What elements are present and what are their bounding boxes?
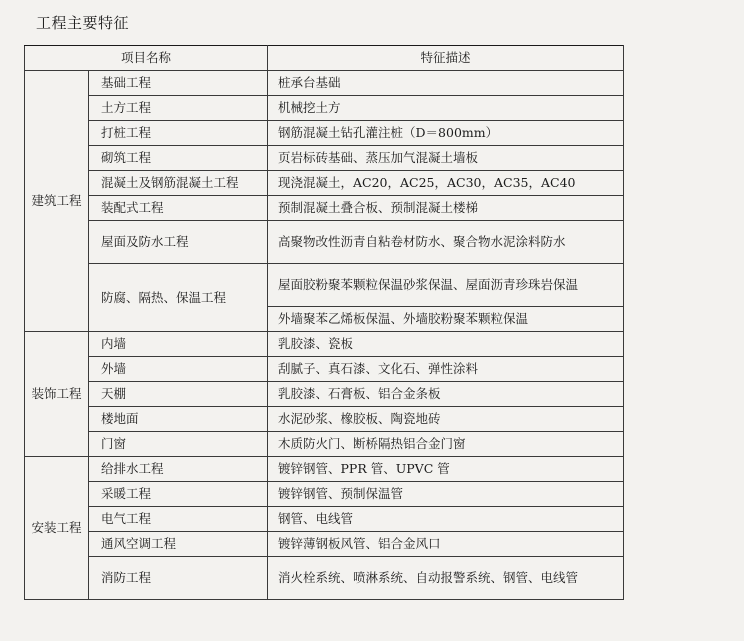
item-cell: 防腐、隔热、保温工程 — [89, 264, 268, 332]
category-cell: 安装工程 — [25, 457, 89, 600]
desc-cell: 镀锌钢管、预制保温管 — [268, 482, 624, 507]
table-header-row — [25, 46, 624, 71]
desc-cell: 乳胶漆、瓷板 — [268, 332, 624, 357]
item-cell: 屋面及防水工程 — [89, 221, 268, 264]
table-row — [25, 146, 624, 171]
table-row — [25, 507, 624, 532]
item-cell: 消防工程 — [89, 557, 268, 600]
table-row — [25, 382, 624, 407]
table-row — [25, 264, 624, 307]
table-row — [25, 357, 624, 382]
category-cell: 装饰工程 — [25, 332, 89, 457]
desc-cell: 屋面胶粉聚苯颗粒保温砂浆保温、屋面沥青珍珠岩保温 — [268, 264, 624, 307]
item-cell: 装配式工程 — [89, 196, 268, 221]
desc-cell: 钢筋混凝土钻孔灌注桩（D＝800mm） — [268, 121, 624, 146]
item-cell: 采暖工程 — [89, 482, 268, 507]
item-cell: 电气工程 — [89, 507, 268, 532]
table-row — [25, 332, 624, 357]
item-cell: 天棚 — [89, 382, 268, 407]
desc-cell: 刮腻子、真石漆、文化石、弹性涂料 — [268, 357, 624, 382]
category-cell: 建筑工程 — [25, 71, 89, 332]
desc-cell: 高聚物改性沥青自粘卷材防水、聚合物水泥涂料防水 — [268, 221, 624, 264]
item-cell: 内墙 — [89, 332, 268, 357]
table-row — [25, 71, 624, 96]
item-cell: 门窗 — [89, 432, 268, 457]
table-row — [25, 96, 624, 121]
desc-cell: 木质防火门、断桥隔热铝合金门窗 — [268, 432, 624, 457]
desc-cell: 镀锌薄钢板风管、铝合金风口 — [268, 532, 624, 557]
header-project-name: 项目名称 — [25, 46, 268, 71]
table-row — [25, 196, 624, 221]
desc-cell: 水泥砂浆、橡胶板、陶瓷地砖 — [268, 407, 624, 432]
table-row — [25, 171, 624, 196]
desc-cell: 镀锌钢管、PPR 管、UPVC 管 — [268, 457, 624, 482]
desc-cell: 桩承台基础 — [268, 71, 624, 96]
desc-cell: 现浇混凝土，AC20，AC25，AC30，AC35，AC40 — [268, 171, 624, 196]
table-row — [25, 482, 624, 507]
page-title: 工程主要特征 — [36, 14, 130, 32]
item-cell: 打桩工程 — [89, 121, 268, 146]
table-row — [25, 457, 624, 482]
item-cell: 土方工程 — [89, 96, 268, 121]
desc-cell: 预制混凝土叠合板、预制混凝土楼梯 — [268, 196, 624, 221]
spec-table — [24, 45, 624, 600]
table-row — [25, 557, 624, 600]
desc-cell: 消火栓系统、喷淋系统、自动报警系统、钢管、电线管 — [268, 557, 624, 600]
item-cell: 混凝土及钢筋混凝土工程 — [89, 171, 268, 196]
desc-cell: 乳胶漆、石膏板、铝合金条板 — [268, 382, 624, 407]
item-cell: 外墙 — [89, 357, 268, 382]
desc-cell: 外墙聚苯乙烯板保温、外墙胶粉聚苯颗粒保温 — [268, 307, 624, 332]
table-row — [25, 121, 624, 146]
table-row — [25, 532, 624, 557]
item-cell: 楼地面 — [89, 407, 268, 432]
item-cell: 通风空调工程 — [89, 532, 268, 557]
header-feature-desc: 特征描述 — [268, 46, 624, 71]
desc-cell: 机械挖土方 — [268, 96, 624, 121]
item-cell: 基础工程 — [89, 71, 268, 96]
item-cell: 砌筑工程 — [89, 146, 268, 171]
table-row — [25, 221, 624, 264]
desc-cell: 钢管、电线管 — [268, 507, 624, 532]
desc-cell: 页岩标砖基础、蒸压加气混凝土墙板 — [268, 146, 624, 171]
table-row — [25, 432, 624, 457]
item-cell: 给排水工程 — [89, 457, 268, 482]
table-row — [25, 407, 624, 432]
